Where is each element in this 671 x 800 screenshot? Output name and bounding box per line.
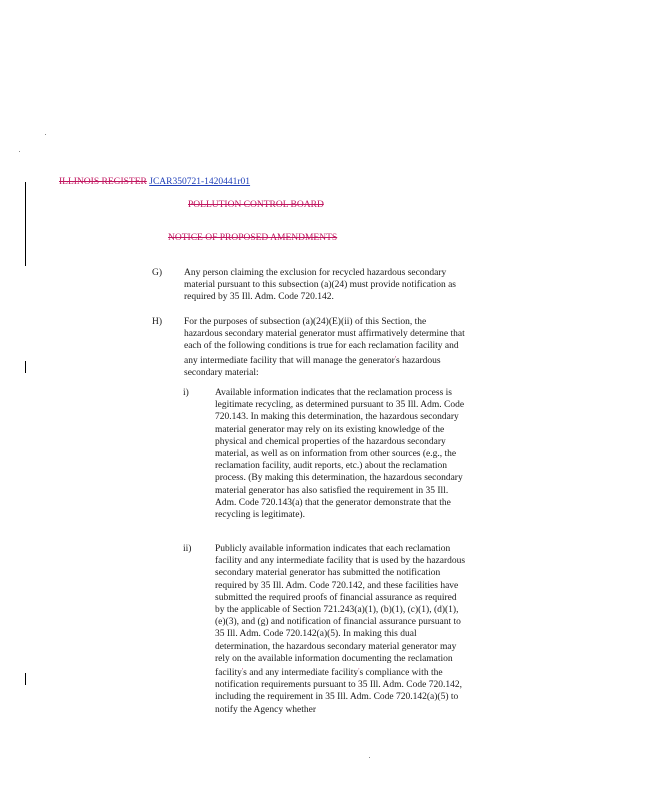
text-segment: Publicly available information indicates that each reclamation facility and any intermediate facility that is used by the hazardous secondary material generator has submitted the notification required by 35 Ill. Adm. Code 720.142, and these facilities have submitted the required proofs of financial assurance as required by the applicable of Section 721.243(a)(1), (b)(1), (c)(1), (d)(1), (e)(3), and (g) and notification of financial assurance pursuant to 35 Ill. Adm. Code 720.142(a)(5). In making this dual determination, the hazardous secondary material generator may rely on the available information documenting the reclamation facility [215, 544, 466, 679]
change-bar-bottom [25, 673, 26, 685]
inserted-mark: ' [358, 667, 360, 676]
register-title: ILLINOIS REGISTER [59, 177, 147, 187]
change-bar-top [25, 182, 26, 266]
board-heading: POLLUTION CONTROL BOARD [188, 200, 324, 210]
subsection-text: Available information indicates that the reclamation process is legitimate recycling, as determined pursuant to 35 Ill. Adm. Code 720.143. In making this determination, the hazardous secondary material generator may rely on its existing knowledge of the physical and chemical properties of the hazardous secondary material, as well as on information from other sources (e.g., the reclamation facility, audit reports, etc.) about the reclamation process. (By making this determination, the hazardous secondary material generator has also satisfied the requirement in 35 Ill. Adm. Code 720.143(a) that the generator demonstrate that the recycling is legitimate). [215, 388, 465, 521]
text-segment: s compliance with the notification requirements pursuant to 35 Ill. Adm. Code 720.142, including the requirement in 35 Ill. Adm. Code 720.142(a)(5) to notify the Agency whether [215, 668, 462, 715]
register-header [59, 177, 250, 187]
subsection-text [184, 316, 466, 379]
subsection-marker: G) [152, 268, 163, 278]
text-segment: s hazardous secondary material: [184, 355, 441, 378]
scan-speck [19, 151, 20, 152]
subsection-marker: ii) [183, 544, 192, 554]
scan-speck [45, 134, 46, 135]
change-bar-middle [25, 361, 26, 373]
jcar-reference: JCAR350721-1420441r01 [149, 177, 251, 187]
subsection-marker: H) [152, 317, 163, 327]
subsection-marker: i) [183, 388, 189, 398]
inserted-mark: ' [394, 354, 397, 363]
inserted-mark: ' [241, 667, 244, 676]
subsection-text [215, 543, 467, 716]
subsection-text: Any person claiming the exclusion for recycled hazardous secondary material pursuant to this subsection (a)(24) must provide notification as required by 35 Ill. Adm. Code 720.142. [184, 268, 457, 303]
scan-speck [369, 757, 370, 758]
notice-heading: NOTICE OF PROPOSED AMENDMENTS [168, 233, 338, 243]
text-segment: s and any intermediate facility [243, 668, 359, 679]
text-segment: For the purposes of subsection (a)(24)(E)(ii) of this Section, the hazardous secondary material generator must affirmatively determine that each of the following conditions is true for each reclamation facility and any intermediate facility that will manage the generator [184, 317, 465, 366]
